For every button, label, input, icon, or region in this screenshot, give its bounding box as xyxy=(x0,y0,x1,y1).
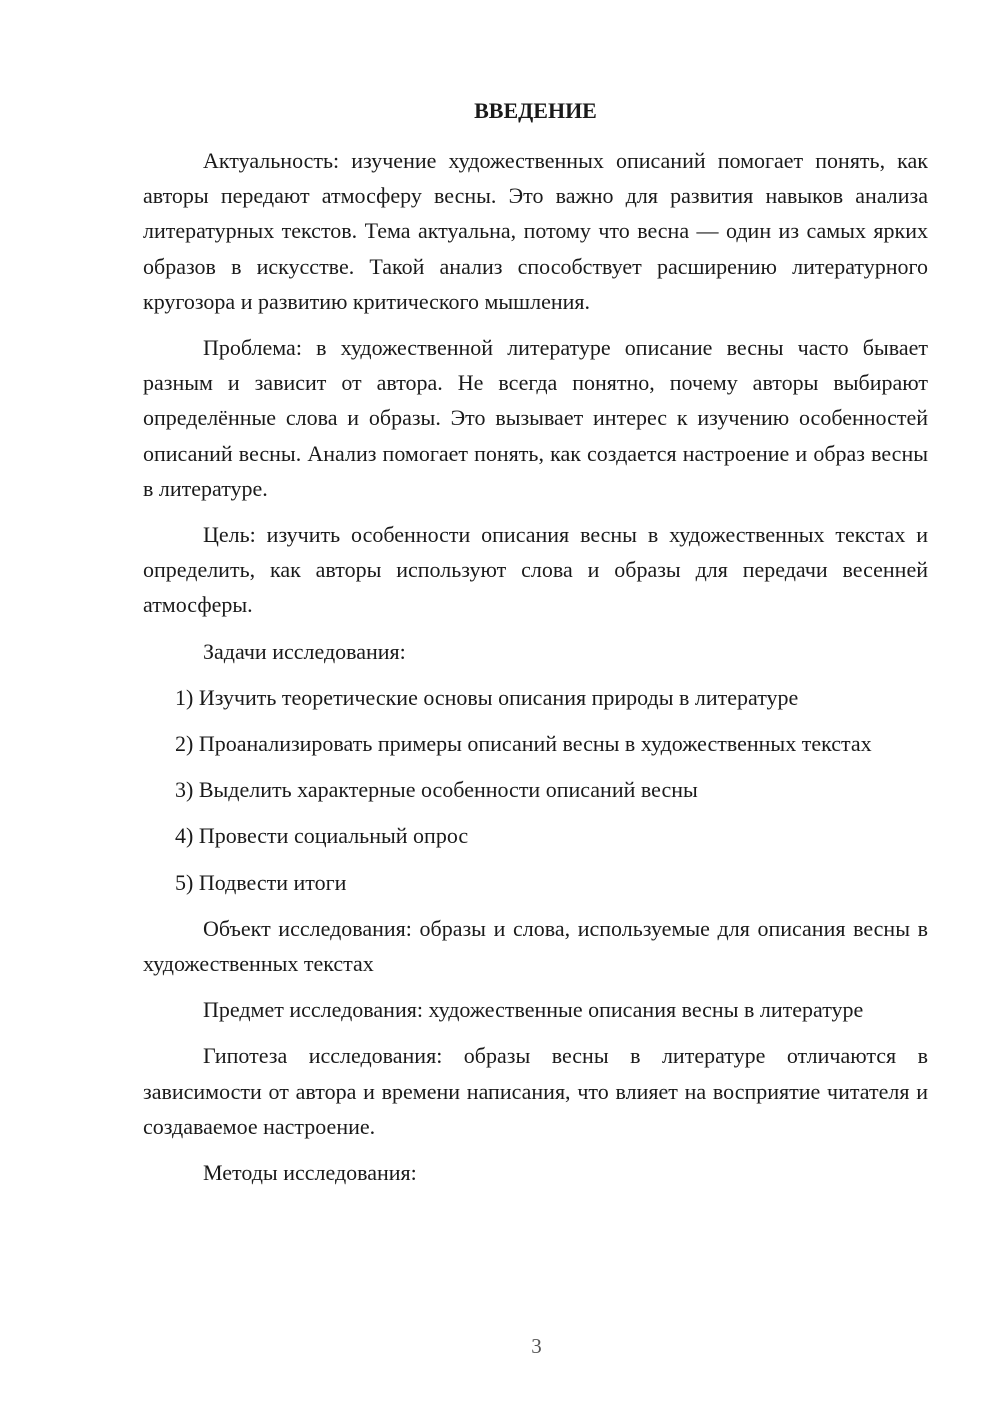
object-paragraph: Объект исследования: образы и слова, используемые для описания весны в художественных текстах xyxy=(143,915,928,977)
task-item-3: 3) Выделить характерные особенности описаний весны xyxy=(175,777,698,803)
subject-paragraph: Предмет исследования: художественные описания весны в литературе xyxy=(203,997,864,1023)
problem-paragraph: Проблема: в художественной литературе описание весны часто бывает разным и зависит от автора. Не всегда понятно, почему авторы выбирают определённые слова и образы. Это вызывает интерес к изучению особенностей описаний весны. Анализ помогает понять, как создается настроение и образ весны в литературе. xyxy=(143,335,928,501)
relevance-paragraph: Актуальность: изучение художественных описаний помогает понять, как авторы передают атмосферу весны. Это важно для развития навыков анализа литературных текстов. Тема актуальна, потому что весна — один из самых ярких образов в искусстве. Такой анализ способствует расширению литературного кругозора и развитию критического мышления. xyxy=(143,148,928,314)
document-page xyxy=(143,96,928,1201)
tasks-heading: Задачи исследования: xyxy=(203,638,406,664)
task-item-2: 2) Проанализировать примеры описаний весны в художественных текстах xyxy=(175,731,872,757)
section-title: ВВЕДЕНИЕ xyxy=(474,98,597,123)
methods-heading: Методы исследования: xyxy=(203,1160,417,1186)
page-number: 3 xyxy=(531,1334,542,1358)
goal-paragraph: Цель: изучить особенности описания весны в художественных текстах и определить, как авторы используют слова и образы для передачи весенней атмосферы. xyxy=(143,522,928,618)
task-item-5: 5) Подвести итоги xyxy=(175,869,347,895)
task-item-1: 1) Изучить теоретические основы описания природы в литературе xyxy=(175,684,799,710)
task-item-4: 4) Провести социальный опрос xyxy=(175,823,469,849)
hypothesis-paragraph: Гипотеза исследования: образы весны в литературе отличаются в зависимости от автора и времени написания, что влияет на восприятие читателя и создаваемое настроение. xyxy=(143,1043,928,1139)
